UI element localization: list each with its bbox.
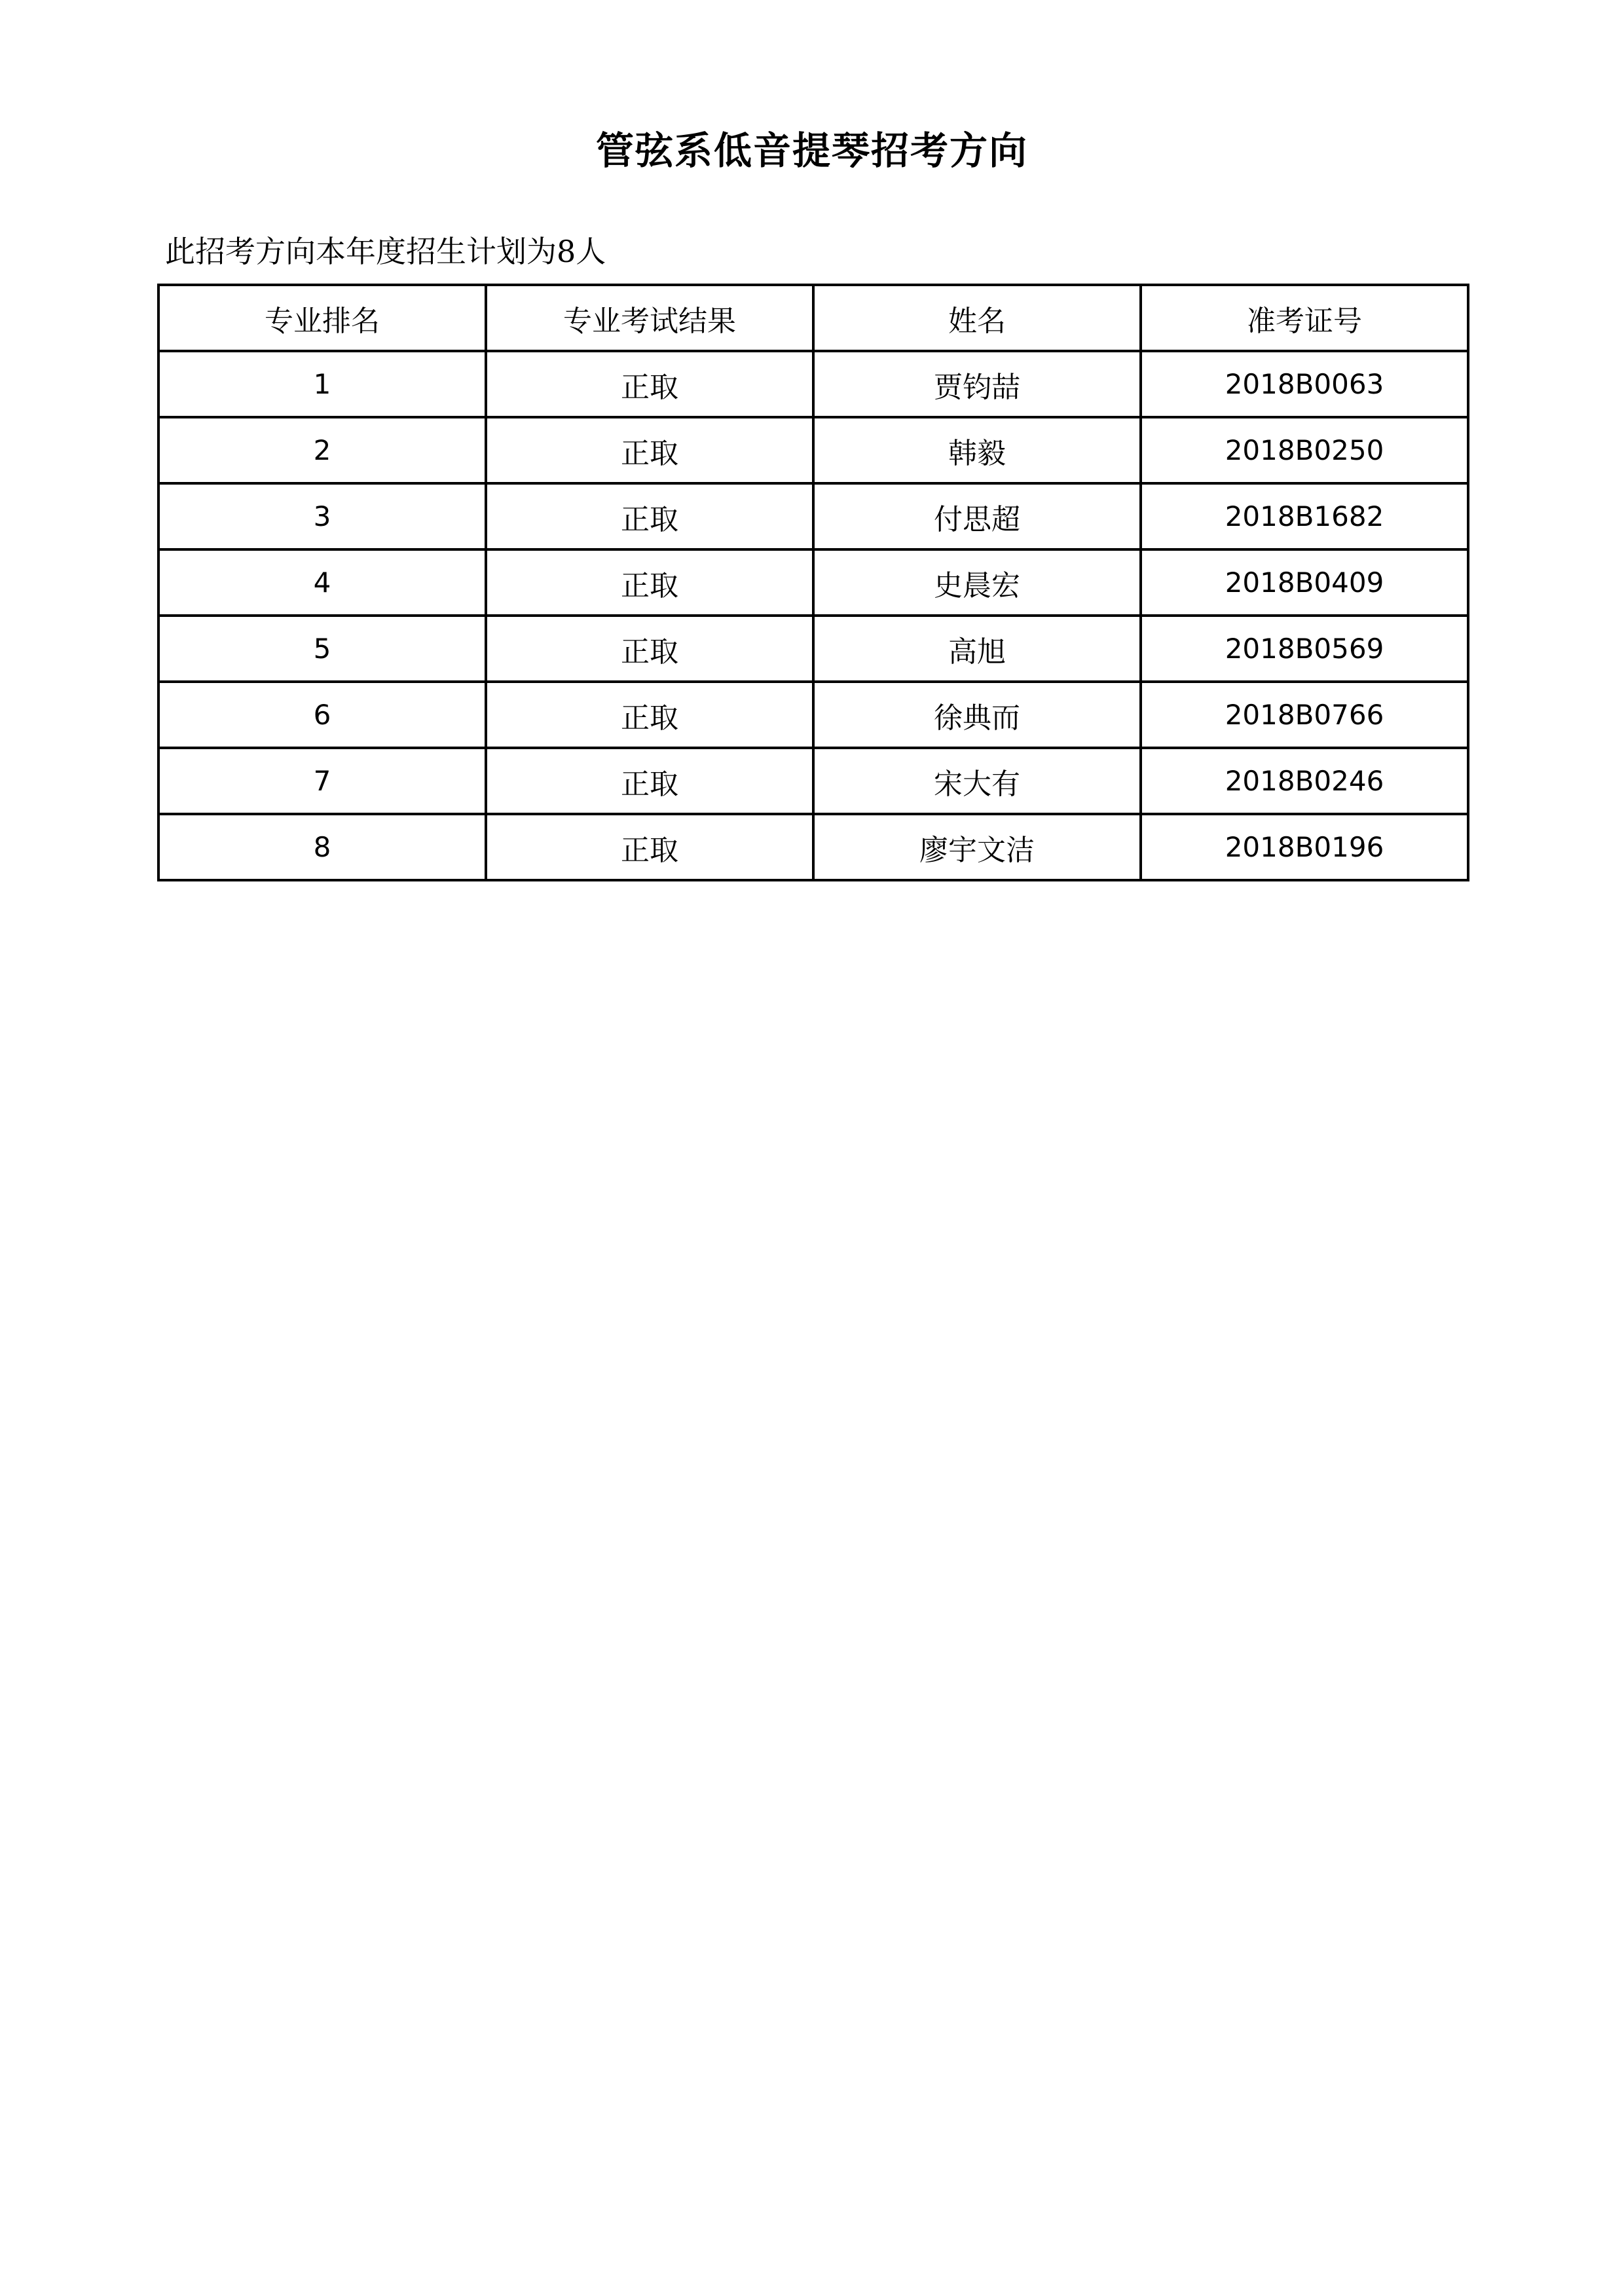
table-row — [158, 748, 1468, 814]
cell-rank: 4 — [158, 549, 486, 616]
table-row — [158, 417, 1468, 483]
cell-name: 付思超 — [813, 483, 1141, 549]
table-row — [158, 351, 1468, 417]
table-row — [158, 682, 1468, 748]
cell-exam-id: 2018B0569 — [1141, 616, 1468, 682]
table-row — [158, 549, 1468, 616]
cell-name: 徐典而 — [813, 682, 1141, 748]
enrollment-plan-note: 此招考方向本年度招生计划为8人 — [165, 234, 606, 269]
cell-name: 廖宇文洁 — [813, 814, 1141, 880]
table-row — [158, 814, 1468, 880]
cell-rank: 5 — [158, 616, 486, 682]
table-row — [158, 483, 1468, 549]
header-rank: 专业排名 — [158, 285, 486, 351]
cell-exam-id: 2018B0196 — [1141, 814, 1468, 880]
cell-rank: 6 — [158, 682, 486, 748]
cell-rank: 8 — [158, 814, 486, 880]
cell-rank: 7 — [158, 748, 486, 814]
table-row — [158, 616, 1468, 682]
header-exam-id: 准考证号 — [1141, 285, 1468, 351]
cell-exam-id: 2018B0409 — [1141, 549, 1468, 616]
cell-exam-id: 2018B0250 — [1141, 417, 1468, 483]
cell-exam-id: 2018B0063 — [1141, 351, 1468, 417]
cell-result: 正取 — [486, 616, 813, 682]
cell-name: 韩毅 — [813, 417, 1141, 483]
page-title: 管弦系低音提琴招考方向 — [595, 128, 1028, 173]
cell-result: 正取 — [486, 682, 813, 748]
table-header-row — [158, 285, 1468, 351]
cell-rank: 2 — [158, 417, 486, 483]
cell-result: 正取 — [486, 417, 813, 483]
cell-result: 正取 — [486, 549, 813, 616]
cell-result: 正取 — [486, 748, 813, 814]
admission-results-table — [157, 284, 1469, 881]
cell-exam-id: 2018B1682 — [1141, 483, 1468, 549]
cell-name: 史晨宏 — [813, 549, 1141, 616]
cell-result: 正取 — [486, 814, 813, 880]
cell-name: 高旭 — [813, 616, 1141, 682]
cell-exam-id: 2018B0766 — [1141, 682, 1468, 748]
cell-name: 宋大有 — [813, 748, 1141, 814]
header-exam-result: 专业考试结果 — [486, 285, 813, 351]
cell-name: 贾钧喆 — [813, 351, 1141, 417]
cell-exam-id: 2018B0246 — [1141, 748, 1468, 814]
cell-result: 正取 — [486, 351, 813, 417]
header-name: 姓名 — [813, 285, 1141, 351]
cell-result: 正取 — [486, 483, 813, 549]
cell-rank: 1 — [158, 351, 486, 417]
cell-rank: 3 — [158, 483, 486, 549]
